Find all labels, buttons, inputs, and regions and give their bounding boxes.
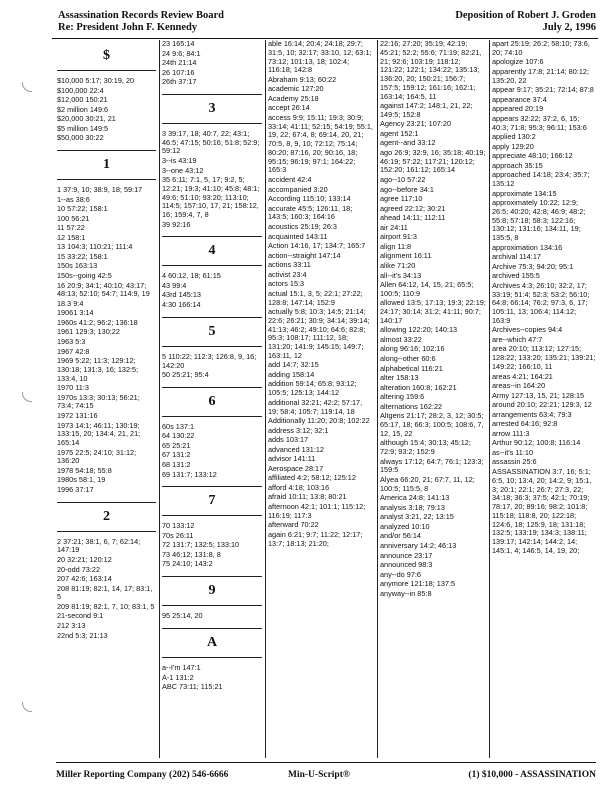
index-entry: add 14:7; 32:15 — [268, 360, 319, 370]
footer-page-range: (1) $10,000 - ASSASSINATION — [468, 770, 596, 780]
index-entry: all--it's 34:13 — [380, 270, 422, 280]
index-entry: ABC 73:11; 115:21 — [162, 682, 223, 692]
index-entry: 4 60:12, 18; 61:15 — [162, 271, 221, 281]
index-entry: airport 91:3 — [380, 232, 417, 242]
index-entry: 208 81:19; 82:1, 14, 17; 83:1, 5 — [57, 583, 153, 602]
index-entry: applied 130:2 — [492, 132, 536, 142]
index-column-4 — [377, 40, 489, 758]
index-entry: appearance 37:4 — [492, 94, 547, 104]
index-entry: Arthur 90:12; 100:8; 116:14 — [492, 438, 581, 448]
index-entry: $100,000 22:4 — [57, 85, 104, 95]
index-entry: Aerospace 28:17 — [268, 463, 324, 473]
index-entry: as--it's 11:10 — [492, 447, 534, 457]
index-entry: 1963 5:3 — [57, 336, 86, 346]
header-case-name: Re: President John F. Kennedy — [58, 22, 198, 33]
index-entry: According 115:10; 133:14 — [268, 194, 351, 204]
index-entry: 64 130:22 — [162, 431, 195, 441]
index-section-heading: 2 — [57, 502, 156, 532]
index-entry: actually 5:8; 10:3; 14:5; 21:14; 22:6; 26:21; 30:9; 34:14; 39:14; 41:13; 46:2; 49:10; 64:6; 82:8; 95:3; 108:17; 111:12, 18; 131:20; 141:9; 145:15; 149:7; 163:11, 12 — [268, 307, 370, 360]
index-entry: $2 million 149:6 — [57, 104, 109, 114]
index-entry: 3--is 43:19 — [162, 155, 197, 165]
index-entry: 1973 14:1; 46:11; 130:19; 133:15, 20; 134:4, 21, 21; 165:14 — [57, 420, 141, 448]
index-entry: accurate 45:5; 126:11, 18; 143:5; 160:3; 164:16 — [268, 203, 353, 222]
header-date: July 2, 1996 — [542, 22, 596, 33]
index-entry: 72 131:7; 132:5; 133:10 — [162, 540, 240, 550]
index-entry: advisor 141:11 — [268, 454, 316, 464]
index-entry: 11 57:22 — [57, 223, 85, 233]
index-entry: Alyea 66:20, 21; 67:7, 11, 12; 100:5; 115:5, 8 — [380, 474, 475, 493]
index-entry: 12 158:1 — [57, 232, 86, 242]
index-entry: although 15:4; 30:13; 45:12; 72:9; 93:2; 152:9 — [380, 438, 471, 457]
index-entry: ago--10 57:22 — [380, 175, 426, 185]
index-entry: 21-second 9:1 — [57, 611, 104, 621]
index-entry: actors 15:3 — [268, 279, 305, 289]
index-entry: allowing 122:20; 140:13 — [380, 325, 458, 335]
index-column-3 — [265, 40, 377, 758]
index-entry: apparently 17:8; 21:14; 80:12; 135:20, 22 — [492, 66, 589, 85]
index-entry: ahead 14:11; 112:11 — [380, 213, 446, 223]
index-section-heading: 6 — [162, 387, 262, 417]
index-entry: $12,000 150:21 — [57, 95, 108, 105]
index-entry: 10 57:22; 158:1 — [57, 204, 108, 214]
index-entry: 16 20:9; 34:1; 40:10; 43:17; 48:13; 52:10; 54:7; 114:9, 19 — [57, 280, 150, 299]
index-entry: are--which 47:7 — [492, 334, 543, 344]
index-entry: assassin 25:6 — [492, 457, 537, 467]
footer-minuscript: Min-U-Script® — [288, 770, 350, 780]
index-entry: areas--in 164:20 — [492, 381, 546, 391]
index-entry: Additionally 11:20; 20:8; 102:22 — [268, 416, 370, 426]
index-entry: 26 107:16 — [162, 67, 195, 77]
index-column-2 — [159, 40, 265, 758]
index-entry: against 147:2; 148:1, 21, 22; 149:5; 152:8 — [380, 101, 473, 119]
index-entry: 67 131:2 — [162, 450, 191, 460]
index-entry: apologize 107:6 — [492, 57, 544, 67]
index-entry: 1 37:9, 10; 38:9, 18; 59:17 — [57, 185, 143, 195]
index-entry: 13 104:3; 110:21; 111:4 — [57, 242, 133, 252]
index-entry: 73 46:12; 131:8, 8 — [162, 549, 221, 559]
index-entry: 1969 5:22; 11:3; 129:12; 130:18; 131:3, 16; 132:5; 133:4, 10 — [57, 356, 139, 383]
index-entry: anymore 121:18; 137:5 — [380, 579, 456, 589]
index-entry: 20-odd 73:22 — [57, 564, 101, 574]
index-entry: altering 159:6 — [380, 392, 425, 402]
index-entry: alphabetical 116:21 — [380, 363, 443, 373]
index-entry: academic 127:20 — [268, 84, 324, 94]
index-entry: 1970 11:3 — [57, 383, 89, 393]
index-entry: ago--before 34:1 — [380, 184, 434, 194]
index-entry: appear 9:17; 35:21; 72:14; 87:8 — [492, 85, 594, 95]
index-entry: acoustics 25:19; 26:3 — [268, 221, 337, 231]
index-entry: a--I'm 147:1 — [162, 662, 201, 672]
binder-hole-mark — [22, 82, 32, 92]
index-entry: Archives 4:3; 26:10; 32:2, 17; 33:19; 51:4; 52:3; 53:2; 56:10; 64:8; 66:14; 76:2; 97:3, 6, 17; 105:11, 13; 106:4; 114:12; 163:9 — [492, 280, 590, 325]
index-entry: accept 26:14 — [268, 103, 310, 113]
index-entry: approximate 134:15 — [492, 188, 557, 198]
index-entry: appears 32:22; 37:2, 6, 15; 40:3; 71:8; 95:3; 96:11; 153:6 — [492, 113, 587, 132]
index-entry: 26th 37:17 — [162, 77, 197, 87]
index-entry: 209 81:19; 82:1, 7, 10; 83:1, 5 — [57, 601, 155, 611]
index-entry: action--straight 147:14 — [268, 250, 341, 260]
index-entry: alignment 16:11 — [380, 251, 432, 261]
index-entry: analyzed 10:10 — [380, 521, 430, 531]
index-entry: area 20:10; 113:12; 127:15; 128:22; 133:20; 135:21; 139:21; 149:22; 166:10, 11 — [492, 344, 596, 371]
index-entry: $20,000 30:21, 21 — [57, 114, 116, 124]
index-entry: 20 32:21; 120:12 — [57, 555, 112, 564]
index-entry: 95 25:14, 20 — [162, 611, 203, 621]
index-entry: 69 131:7; 133:12 — [162, 469, 217, 479]
index-section-heading: 1 — [57, 150, 156, 180]
index-entry: Altgens 21:17; 28:2, 3, 12; 30:5; 65:17, 18; 66:3; 100:5; 108:6, 7, 12, 15, 22 — [380, 411, 484, 438]
index-entry: Action 14:16, 17; 134:7; 165:7 — [268, 241, 366, 251]
header-left — [58, 10, 224, 34]
index-entry: align 11:8 — [380, 241, 412, 251]
index-entry: announced 98:3 — [380, 560, 433, 570]
header-right — [455, 10, 596, 34]
index-entry: afterward 70:22 — [268, 520, 319, 530]
index-entry: accompanied 3:20 — [268, 184, 328, 194]
index-entry: 207 42:6; 163:14 — [57, 574, 112, 584]
index-entry: approximately 10:22; 12:9; 26:5; 40:20; 42:8; 46:9; 48:2; 55:8; 57:18; 58:3; 122:16; 130:12; 131:16; 134:11, 19; 135:5, 8 — [492, 198, 586, 243]
index-entry: again 6:21; 9:7; 11:22; 12:17; 13:7; 18:13; 21:20; — [268, 529, 363, 548]
index-entry: apply 129:20 — [492, 141, 534, 151]
index-entry: arrangements 63:4; 79:3 — [492, 409, 572, 419]
index-entry: $5 million 149:5 — [57, 123, 109, 133]
index-entry: anyway--in 85:8 — [380, 588, 432, 598]
index-section-heading: 3 — [162, 94, 262, 124]
index-entry: Abraham 9:13; 60:22 — [268, 74, 337, 84]
index-entry: additional 32:21; 42:2; 57:17, 19; 58:4; 105:7; 119:14, 18 — [268, 397, 363, 416]
index-entry: air 24:11 — [380, 222, 408, 232]
index-entry: apart 25:19; 26:2; 58:10; 73:6, 20; 74:10 — [492, 40, 590, 57]
index-entry: actual 15:1, 3, 5; 22:1; 27:22; 128:8; 147:14; 152:9 — [268, 288, 363, 307]
index-entry: approached 14:18; 23:4; 35:7; 135:12 — [492, 170, 590, 189]
index-entry: 15 33:22; 158:1 — [57, 251, 108, 261]
index-column-1 — [54, 40, 159, 758]
index-entry: 24th 21:14 — [162, 58, 197, 68]
index-entry: 43rd 145:13 — [162, 290, 201, 300]
index-entry: always 17:12; 64:7; 76:1; 123:3; 159:5 — [380, 456, 484, 475]
index-section-heading: 7 — [162, 486, 262, 516]
index-entry: announce 23:17 — [380, 550, 433, 560]
index-entry: 19061 3:14 — [57, 308, 94, 318]
header-rule — [52, 38, 598, 39]
index-entry: 3--one 43:12 — [162, 165, 204, 175]
index-entry: 1967 42:8 — [57, 346, 90, 356]
index-entry: along 96:16; 102:16 — [380, 344, 445, 354]
index-entry: 4:30 166:14 — [162, 300, 201, 310]
index-entry: 1960s 41:2; 96:2; 136:18 — [57, 317, 138, 327]
index-entry: A-1 131:2 — [162, 672, 194, 682]
index-entry: 22:16; 27:20; 35:19; 42:19; 45:21; 52:2; 55:6; 71:19; 82:21, 21; 92:6; 103:19; 118:12; 121:22; 122:1; 134:22; 135:13; 136:20, 20; 150:21; 156:7; 157:5; 159:12; 161:16; 162:1; 163:14; 164:5, 11 — [380, 40, 482, 101]
index-entry: approach 35:15 — [492, 160, 543, 170]
index-entry: 5 110:22; 112:3; 126:8, 9, 16; 142:20 — [162, 351, 257, 370]
index-entry: anniversary 14:2; 46:13 — [380, 540, 457, 550]
index-entry: $10,000 5:17; 30:19, 20 — [57, 76, 135, 85]
index-entry: adds 103:17 — [268, 435, 309, 445]
index-entry: almost 33:22 — [380, 334, 422, 344]
index-entry: areas 4:21; 164:21 — [492, 371, 553, 381]
index-entry: advanced 131:12 — [268, 444, 324, 454]
index-entry: 150s 163:13 — [57, 261, 98, 271]
index-section-heading: 4 — [162, 236, 262, 266]
index-entry: $50,000 30:22 — [57, 133, 104, 143]
index-entry: agreed 22:12; 30:21 — [380, 203, 446, 213]
index-entry: America 24:8; 141:13 — [380, 493, 450, 503]
footer — [56, 762, 596, 780]
index-entry: 1--as 38:6 — [57, 194, 90, 204]
index-entry: 212 3:13 — [57, 621, 86, 631]
index-section-heading: $ — [57, 42, 156, 71]
index-entry: acquainted 143:11 — [268, 231, 328, 241]
index-entry: agree 117:10 — [380, 194, 423, 204]
index-entry: 1972 131:16 — [57, 410, 98, 420]
index-entry: analysis 3:18; 79:13 — [380, 502, 445, 512]
index-entry: archival 114:17 — [492, 252, 541, 262]
index-entry: 60s 137:1 — [162, 421, 195, 431]
index-entry: any--do 97:6 — [380, 569, 421, 579]
index-entry: address 3:12; 32:1 — [268, 425, 329, 435]
index-entry: 43 99:4 — [162, 280, 187, 290]
index-entry: arrow 111:3 — [492, 428, 530, 438]
index-entry: 70s 26:11 — [162, 530, 194, 540]
index-entry: 1961 129:3; 130:22 — [57, 327, 120, 337]
index-entry: 1978 54:18; 55:8 — [57, 465, 112, 475]
index-entry: alter 158:13 — [380, 373, 419, 383]
index-entry: adding 158:14 — [268, 369, 315, 379]
index-entry: 18.3 9:4 — [57, 298, 84, 308]
index-entry: 100 56:21 — [57, 213, 90, 223]
index-entry: actions 33:11 — [268, 260, 311, 270]
index-entry: 2 37:21; 38:1, 6, 7; 62:14; 147:19 — [57, 536, 141, 555]
index-entry: 24 9:6; 84:1 — [162, 48, 201, 58]
index-entry: Agency 23:21; 107:20 — [380, 119, 451, 129]
header-deposition-title: Deposition of Robert J. Groden — [455, 10, 596, 21]
index-entry: 1970s 13:3; 30:13; 56:21; 73:4; 74:15 — [57, 392, 140, 411]
index-entry: arrested 64:16; 92:8 — [492, 419, 558, 429]
index-entry: Army 127:13, 15, 21; 128:15 — [492, 390, 585, 400]
index-entry: 68 131:2 — [162, 460, 191, 469]
index-entry: agent--and 33:12 — [380, 138, 436, 148]
index-entry: 1980s 58:1, 19 — [57, 475, 106, 485]
index-entry: affiliated 4:2; 58:12; 125:12 — [268, 473, 356, 483]
index-entry: 39 92:16 — [162, 219, 191, 229]
index-entry: accident 42:4 — [268, 175, 312, 185]
index-section-heading: 9 — [162, 576, 262, 606]
index-entry: agent 152:1 — [380, 128, 419, 138]
index-entry: 65 25:21 — [162, 440, 191, 450]
index-entry: Allen 64:12, 14, 15, 21; 65:5; 100:5; 110:9 — [380, 280, 474, 298]
index-entry: ASSASSINATION 3:7, 16; 5:1; 6:5, 10; 13:4, 20; 14:2, 9; 15:1, 3; 20:1; 22:1; 26:7; 27:3, 22; 34:18; 36:3; 37:5; 42:1; 70:19; 78:17, 20; 89:16; 98:2; 101:8; 115:18; 118:8, 20; 122:18; 124:6, 18; 125:9, 18; 131:18; 132:5; 133:19; 134:3; 138:11; 139:17; 142:14; 144:2, 14; 145:1, 4; 146:5, 14, 19, 20; — [492, 467, 592, 555]
index-entry: alike 71:20 — [380, 260, 416, 270]
index-entry: Archive 75:3; 94:20; 95:1 — [492, 261, 574, 271]
index-entry: 23 165:14 — [162, 40, 195, 48]
index-entry: activist 23:4 — [268, 269, 307, 279]
index-entry: 75 24:10; 143:2 — [162, 559, 213, 569]
index-entry: able 16:14; 20:4; 24:18; 29:7; 31:5, 10; 32:17; 33:10, 12; 63:1; 73:12; 101:13, 18; 102:4; 116:18; 142:8 — [268, 40, 372, 75]
index-entry: appreciate 48:10; 166:12 — [492, 151, 573, 161]
index-entry: archived 155:5 — [492, 271, 540, 281]
index-entry: 1975 22:5; 24:10; 31:12; 136:20 — [57, 447, 137, 466]
footer-reporting-company: Miller Reporting Company (202) 546-6666 — [56, 770, 229, 780]
index-section-heading: A — [162, 628, 262, 658]
index-entry: approximation 134:16 — [492, 242, 563, 252]
index-entry: alteration 160:8; 162:21 — [380, 382, 457, 392]
index-entry: ago 26:9; 32:9, 16; 35:18; 40:19; 46:19; 57:22; 117:21; 120:12; 152:20; 161:12; 165:14 — [380, 147, 486, 175]
index-entry: alternations 162:22 — [380, 401, 443, 411]
index-section-heading: 5 — [162, 317, 262, 347]
binder-hole-mark — [22, 702, 32, 712]
index-entry: 1996 37:17 — [57, 484, 94, 494]
index-entry: 35 6:11; 7:1, 5, 17; 9:2, 5; 12:21; 19:3; 41:10; 45:8; 48:1; 49:6; 51:10; 93:20; 113:10; 114:5; 157:10, 17, 21; 158:12, 16; 159:4, 7, 8 — [162, 175, 260, 220]
binder-hole-mark — [22, 392, 32, 402]
index-entry: and/or 56:14 — [380, 531, 421, 541]
index-entry: 3 39:17, 18; 40:7, 22; 43:1; 46:5; 47:15; 50:16; 51:8; 52:9; 59:12 — [162, 128, 260, 156]
index-entry: afternoon 42:1; 101:1; 115:12; 116:19; 117:3 — [268, 502, 366, 520]
index-entry: around 20:10; 22:21; 129:3, 12 — [492, 400, 592, 410]
index-entry: Academy 25:18 — [268, 93, 319, 103]
index-entry: 22nd 5:3; 21:13 — [57, 630, 108, 640]
index-entry: addition 59:14; 65:8; 93:12; 105:5; 125:13; 144:12 — [268, 379, 357, 398]
header-board-name: Assassination Records Review Board — [58, 10, 224, 21]
index-entry: afford 4:18; 103:16 — [268, 482, 330, 492]
index-column-5 — [489, 40, 599, 758]
index-entry: analyst 3:21, 22; 13:15 — [380, 512, 454, 522]
index-entry: 50 25:21; 95:4 — [162, 370, 209, 380]
index-entry: allowed 13:5; 17:13; 19:3; 22:19; 24:17; 30:14; 31:2; 41:11; 90:7; 140:17 — [380, 298, 486, 325]
index-entry: access 9:9; 15:11; 19:3; 30:9; 33:14; 41:11; 52:15; 54:19; 55:1, 19, 22; 67:4, 8; 69:14, 20, 21; 70:5, 8, 9, 10; 72:12; 75:14; 80:20; 87:16, 20; 90:16, 18; 95:15; 96:19; 97:1; 164:22; 165:3 — [268, 112, 373, 175]
index-entry: 150s--going 42:5 — [57, 270, 112, 280]
index-entry: along--other 60:6 — [380, 354, 436, 364]
index-entry: Archives--copies 94:4 — [492, 325, 563, 335]
index-entry: appeared 20:19 — [492, 104, 544, 114]
index-entry: 70 133:12 — [162, 521, 195, 531]
index-entry: afraid 10:11; 13:8; 80:21 — [268, 492, 347, 502]
